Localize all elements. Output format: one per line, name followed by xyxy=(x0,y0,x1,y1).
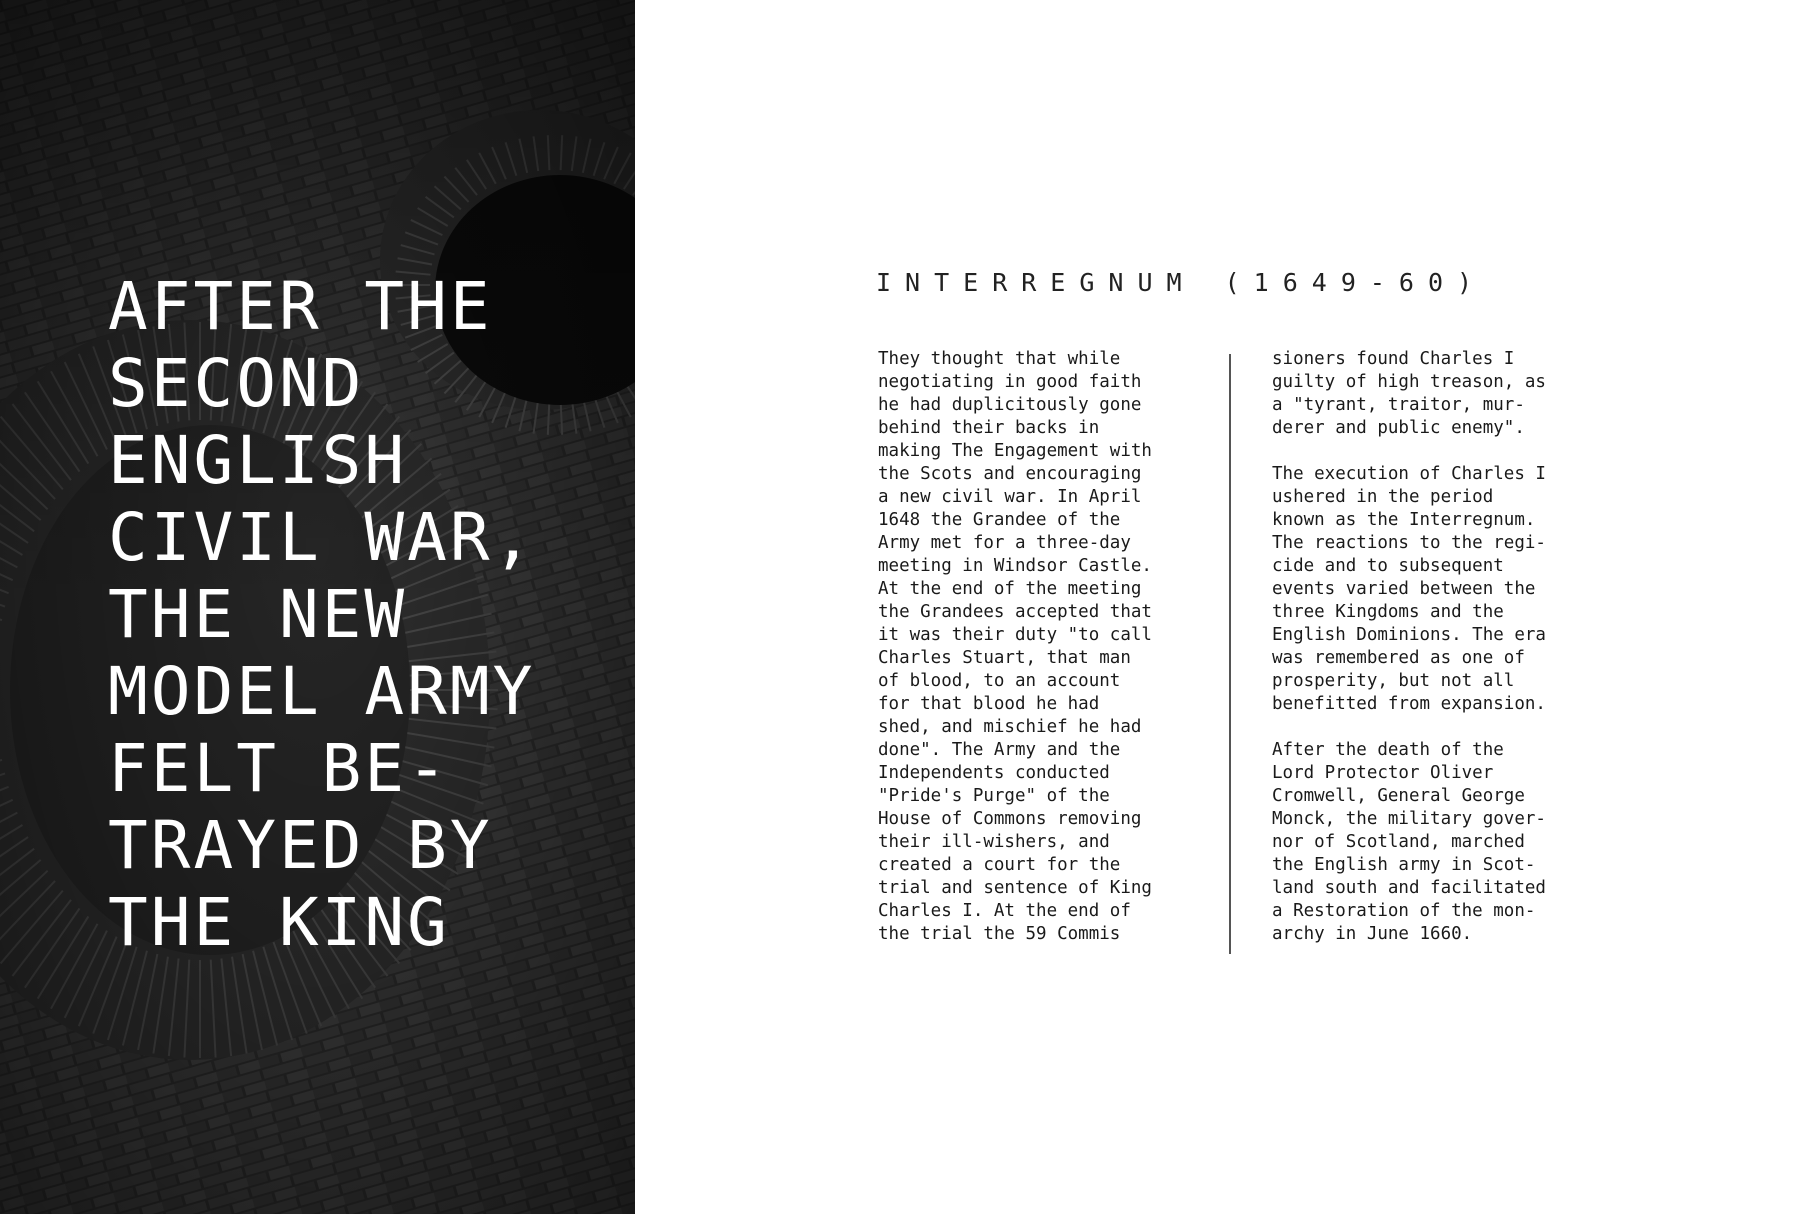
body-text-column-left: They thought that while negotiating in good faith he had duplicitously gone behind their backs in making The Engagement with the Scots and encouraging a new civil war. In April 1648 the Grandee of the Army met for a three-day meeting in Windsor Castle. At the end of the meeting the Grandees accepted that it was their duty "to call Charles Stuart, that man of blood, to an account for that blood he had shed, and mischief he had done". The Army and the Independents conducted "Pride's Purge" of the House of Commons removing their ill-wishers, and created a court for the trial and sentence of King Charles I. At the end of the trial the 59 Commis xyxy=(878,349,1152,944)
brick-wall-photo xyxy=(0,0,635,1214)
body-text-column-right: sioners found Charles I guilty of high treason, as a "tyrant, traitor, mur- derer and public enemy". The execution of Charles I ushered in the period known as the Interregnum. The reactions to the regi- cide and to subsequent events varied between the three Kingdoms and the English Dominions. The era was remembered as one of prosperity, but not all benefitted from expansion. After the death of the Lord Protector Oliver Cromwell, General George Monck, the military gover- nor of Scotland, marched the English army in Scot- land south and facilitated a Restoration of the mon- archy in June 1660. xyxy=(1272,349,1546,944)
pull-quote-headline: AFTER THE SECOND ENGLISH CIVIL WAR, THE NEW MODEL ARMY FELT BE- TRAYED BY THE KING xyxy=(108,268,536,961)
section-title: INTERREGNUM (1649-60) xyxy=(876,268,1487,297)
column-divider xyxy=(1229,354,1231,954)
